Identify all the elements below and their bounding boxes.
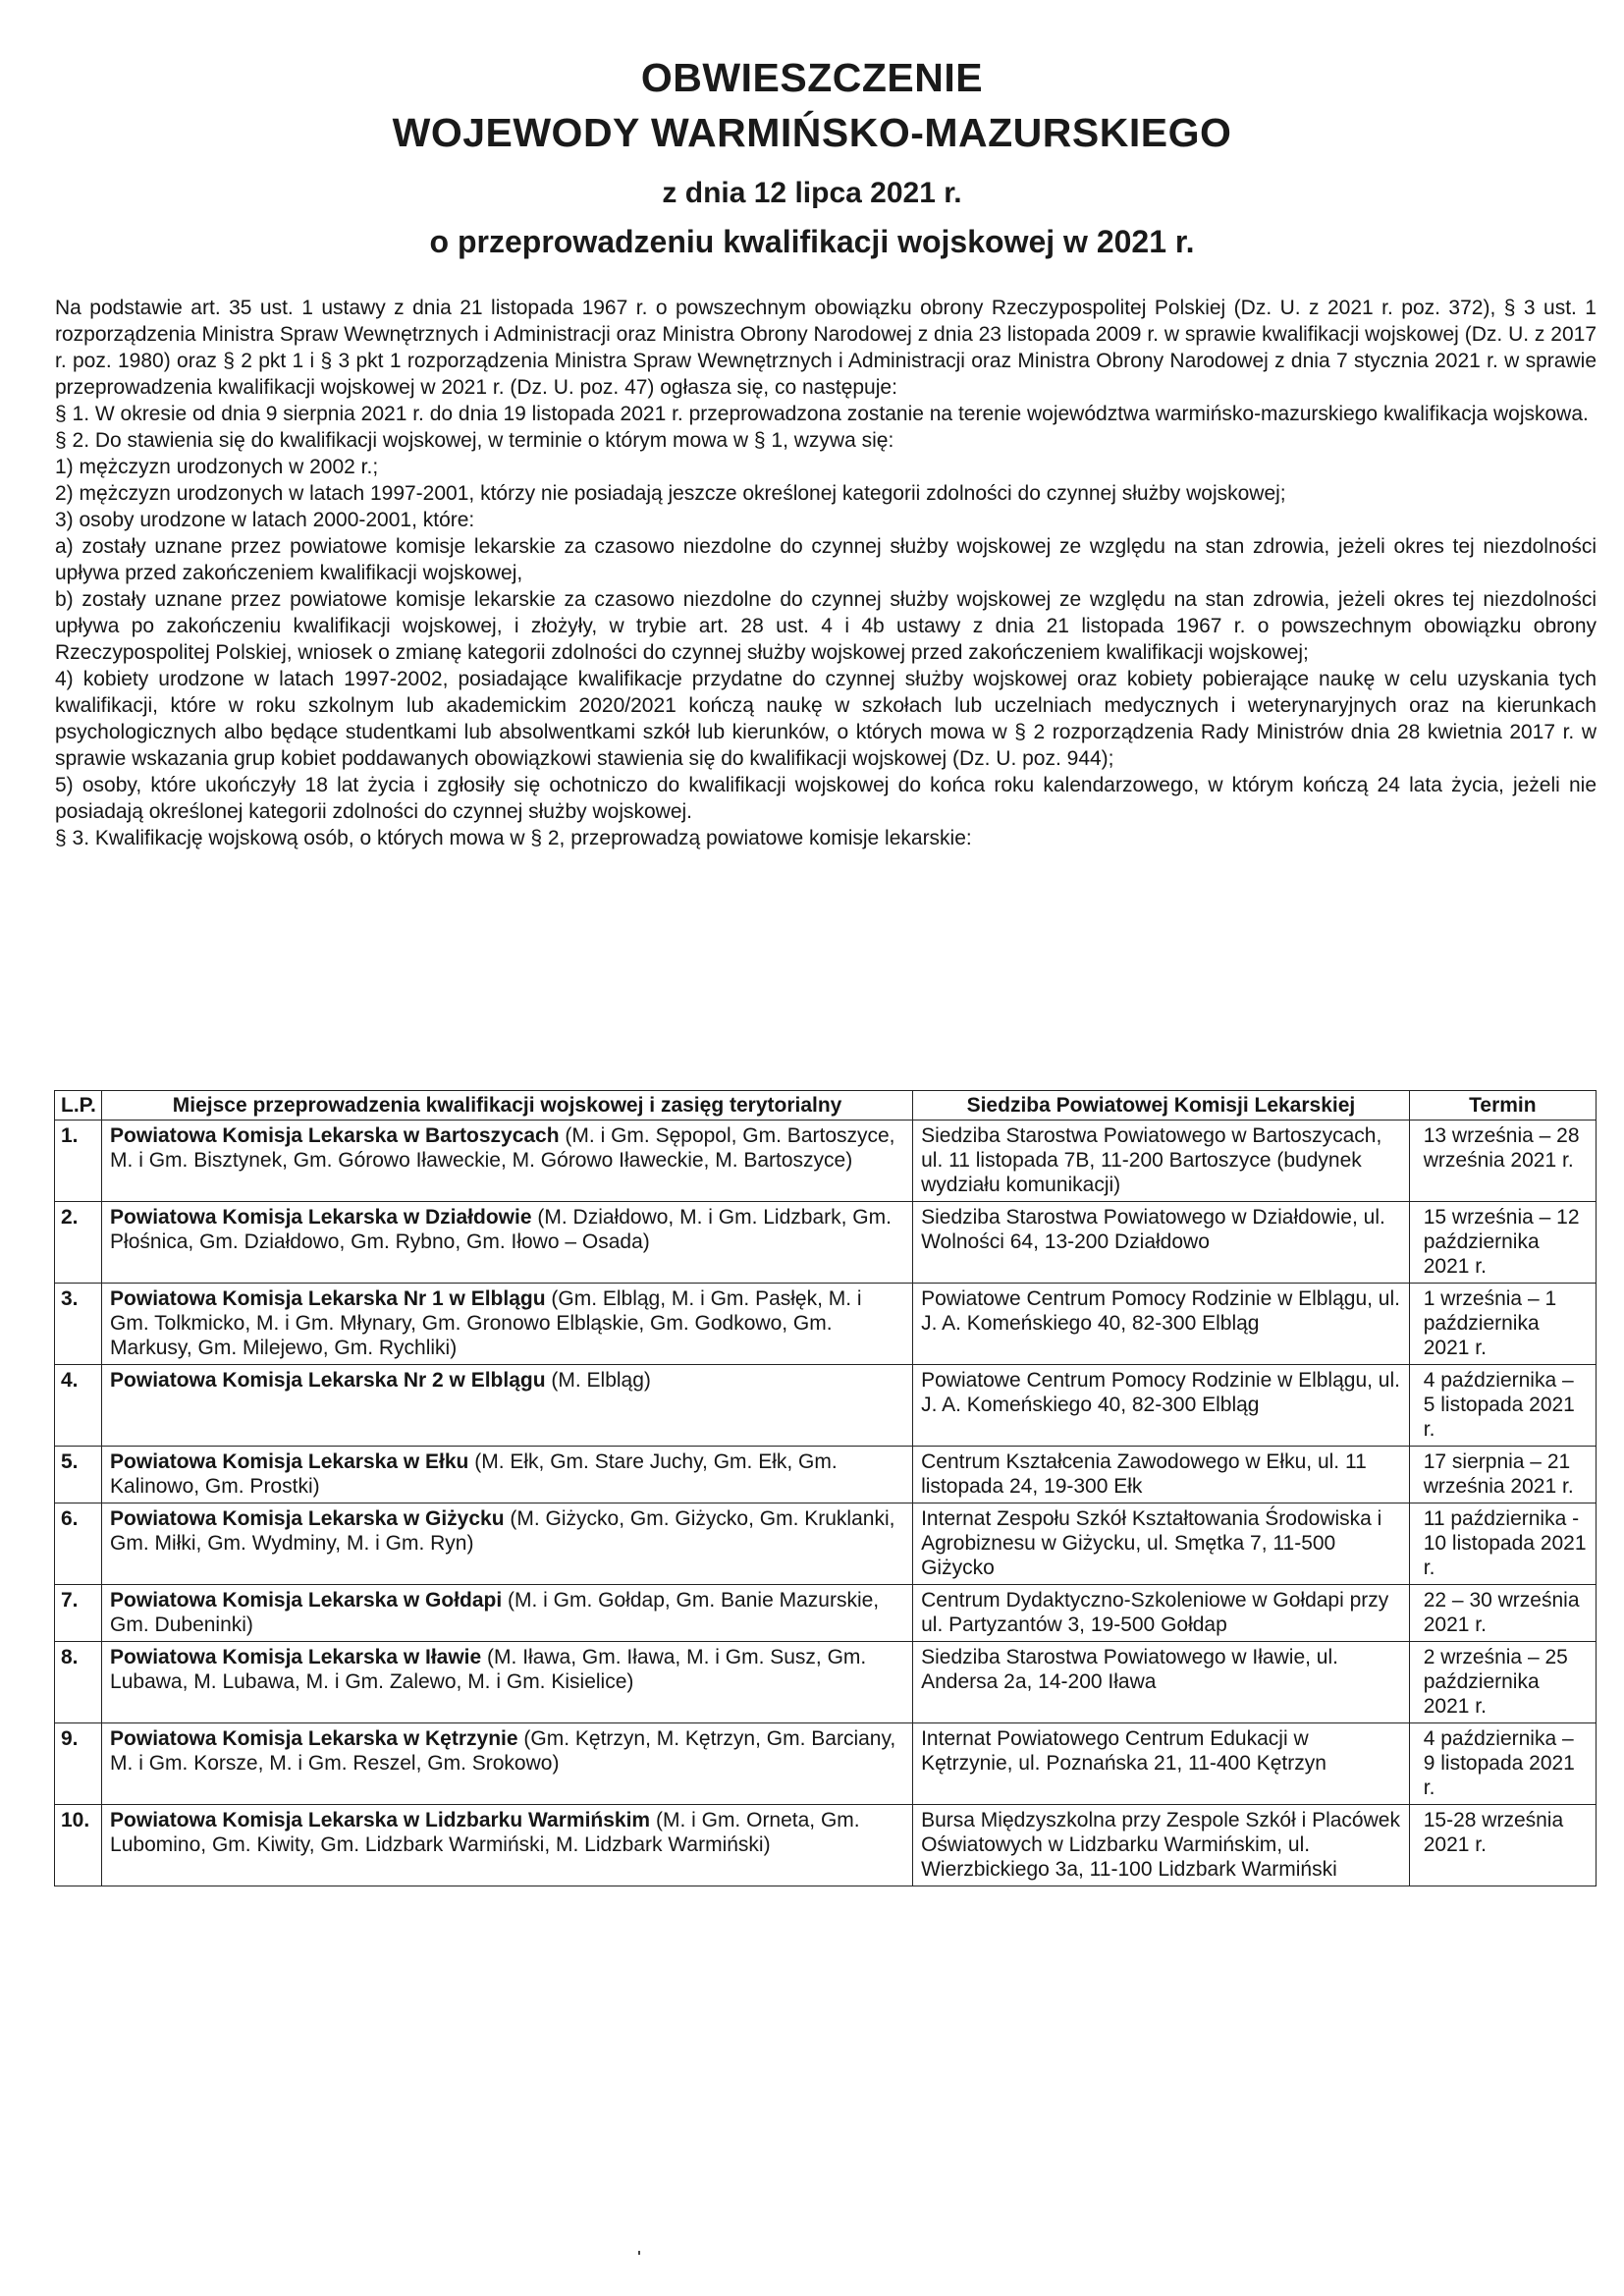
commission-place-cell <box>102 1585 913 1642</box>
row-number: 9. <box>55 1723 102 1805</box>
row-number: 2. <box>55 1202 102 1284</box>
territorial-scope: (M. Iława, Gm. Iława, M. i Gm. Susz, Gm. Lubawa, M. Lubawa, M. i Gm. Zalewo, M. i Gm. Kisielice) <box>110 1646 867 1693</box>
commission-term: 4 października – 9 listopada 2021 r. <box>1409 1723 1596 1805</box>
commission-name: Powiatowa Komisja Lekarska w Ełku <box>110 1450 469 1473</box>
section-2-item-2: 2) mężczyzn urodzonych w latach 1997-2001, którzy nie posiadają jeszcze określonej kategorii zdolności do czynnej służby wojskowej; <box>55 482 1286 505</box>
table-row <box>55 1447 1597 1503</box>
section-2-item-3b: b) zostały uznane przez powiatowe komisje lekarskie za czasowo niezdolne do czynnej służby wojskowej ze względu na stan zdrowia, jeżeli okres tej niezdolności upływa po zakończeniu kwalifikacji wojskowej, i złożyły, w trybie art. 28 ust. 4 i 4b ustawy z dnia 21 listopada 1967 r. o powszechnym obowiązku obrony Rzeczypospolitej Polskiej, wniosek o zmianę kategorii zdolności do czynnej służby wojskowej przed zakończeniem kwalifikacji wojskowej; <box>55 588 1597 664</box>
commission-term: 13 września – 28 września 2021 r. <box>1409 1121 1596 1202</box>
commission-term: 15-28 września 2021 r. <box>1409 1805 1596 1886</box>
commission-place-cell <box>102 1723 913 1805</box>
territorial-scope: (M. i Gm. Orneta, Gm. Lubomino, Gm. Kiwity, Gm. Lidzbark Warmiński, M. Lidzbark Warmiński) <box>110 1809 860 1856</box>
commission-place-cell <box>102 1642 913 1723</box>
commission-place-cell <box>102 1503 913 1585</box>
commission-seat: Centrum Kształcenia Zawodowego w Ełku, ul. 11 listopada 24, 19-300 Ełk <box>913 1447 1410 1503</box>
commission-place-cell <box>102 1121 913 1202</box>
commission-term: 11 października - 10 listopada 2021 r. <box>1409 1503 1596 1585</box>
section-2-item-3a: a) zostały uznane przez powiatowe komisje lekarskie za czasowo niezdolne do czynnej służby wojskowej ze względu na stan zdrowia, jeżeli okres tej niezdolności upływa przed zakończeniem kwalifikacji wojskowej, <box>55 535 1597 584</box>
commission-seat: Powiatowe Centrum Pomocy Rodzinie w Elblągu, ul. J. A. Komeńskiego 40, 82-300 Elbląg <box>913 1365 1410 1447</box>
table-row <box>55 1284 1597 1365</box>
legal-basis-paragraph: Na podstawie art. 35 ust. 1 ustawy z dnia 21 listopada 1967 r. o powszechnym obowiązku obrony Rzeczypospolitej Polskiej (Dz. U. z 2021 r. poz. 372), § 3 ust. 1 rozporządzenia Ministra Spraw Wewnętrznych i Administracji oraz Ministra Obrony Narodowej z dnia 23 listopada 2009 r. w sprawie kwalifikacji wojskowej (Dz. U. z 2017 r. poz. 1980) oraz § 2 pkt 1 i § 3 pkt 1 rozporządzenia Ministra Spraw Wewnętrznych i Administracji oraz Ministra Obrony Narodowej z dnia 7 stycznia 2021 r. w sprawie przeprowadzenia kwalifikacji wojskowej w 2021 r. (Dz. U. poz. 47) ogłasza się, co następuje: <box>55 297 1597 399</box>
column-header-seat: Siedziba Powiatowej Komisji Lekarskiej <box>913 1091 1410 1121</box>
territorial-scope: (Gm. Elbląg, M. i Gm. Pasłęk, M. i Gm. Tolkmicko, M. i Gm. Młynary, Gm. Gronowo Elbląskie, Gm. Godkowo, Gm. Markusy, Gm. Milejewo, Gm. Rychliki) <box>110 1287 862 1359</box>
commission-seat: Internat Zespołu Szkół Kształtowania Środowiska i Agrobiznesu w Giżycku, ul. Smętka 7, 11-500 Giżycko <box>913 1503 1410 1585</box>
territorial-scope: (M. Giżycko, Gm. Giżycko, Gm. Kruklanki, Gm. Miłki, Gm. Wydminy, M. i Gm. Ryn) <box>110 1507 895 1555</box>
commission-seat: Siedziba Starostwa Powiatowego w Działdowie, ul. Wolności 64, 13-200 Działdowo <box>913 1202 1410 1284</box>
commission-place-cell <box>102 1365 913 1447</box>
row-number: 5. <box>55 1447 102 1503</box>
territorial-scope: (Gm. Kętrzyn, M. Kętrzyn, Gm. Barciany, M. i Gm. Korsze, M. i Gm. Reszel, Gm. Srokowo) <box>110 1727 896 1775</box>
section-1-paragraph: § 1. W okresie od dnia 9 sierpnia 2021 r. do dnia 19 listopada 2021 r. przeprowadzona zostanie na terenie województwa warmińsko-mazurskiego kwalifikacja wojskowa. <box>55 403 1589 425</box>
territorial-scope: (M. i Gm. Gołdap, Gm. Banie Mazurskie, Gm. Dubeninki) <box>110 1589 880 1636</box>
commission-name: Powiatowa Komisja Lekarska w Gołdapi <box>110 1589 503 1612</box>
table-row <box>55 1365 1597 1447</box>
commission-seat: Siedziba Starostwa Powiatowego w Bartoszycach, ul. 11 listopada 7B, 11-200 Bartoszyce (budynek wydziału komunikacji) <box>913 1121 1410 1202</box>
territorial-scope: (M. Elbląg) <box>551 1369 651 1392</box>
commission-name: Powiatowa Komisja Lekarska w Działdowie <box>110 1206 532 1229</box>
table-row <box>55 1585 1597 1642</box>
document-date: z dnia 12 lipca 2021 r. <box>662 177 962 209</box>
territorial-scope: (M. i Gm. Sępopol, Gm. Bartoszyce, M. i Gm. Bisztynek, Gm. Górowo Iławeckie, M. Górowo Iławeckie, M. Bartoszyce) <box>110 1124 895 1172</box>
table-row <box>55 1723 1597 1805</box>
table-row <box>55 1642 1597 1723</box>
commission-term: 17 sierpnia – 21 września 2021 r. <box>1409 1447 1596 1503</box>
commission-place-cell <box>102 1202 913 1284</box>
commission-term: 15 września – 12 października 2021 r. <box>1409 1202 1596 1284</box>
commission-place-cell <box>102 1805 913 1886</box>
row-number: 4. <box>55 1365 102 1447</box>
commission-name: Powiatowa Komisja Lekarska Nr 2 w Elblągu <box>110 1369 546 1392</box>
document-subject: o przeprowadzeniu kwalifikacji wojskowej w 2021 r. <box>429 224 1195 259</box>
commission-name: Powiatowa Komisja Lekarska w Kętrzynie <box>110 1727 518 1750</box>
table-body <box>55 1121 1597 1886</box>
section-2-item-4: 4) kobiety urodzone w latach 1997-2002, posiadające kwalifikacje przydatne do czynnej służby wojskowej oraz kobiety pobierające naukę w celu uzyskania tych kwalifikacji, które w roku szkolnym lub akademickim 2020/2021 kończą naukę w szkołach lub uczelniach medycznych i weterynaryjnych oraz na kierunkach psychologicznych albo będące studentkami lub absolwentkami szkół lub kierunków, o których mowa w § 2 rozporządzenia Rady Ministrów dnia 28 kwietnia 2017 r. w sprawie wskazania grup kobiet poddawanych obowiązkowi stawienia się do kwalifikacji wojskowej (Dz. U. poz. 944); <box>55 668 1597 770</box>
section-2-item-1: 1) mężczyzn urodzonych w 2002 r.; <box>55 456 379 478</box>
table-row <box>55 1202 1597 1284</box>
row-number: 10. <box>55 1805 102 1886</box>
commission-term: 22 – 30 września 2021 r. <box>1409 1585 1596 1642</box>
commission-seat: Powiatowe Centrum Pomocy Rodzinie w Elblągu, ul. J. A. Komeńskiego 40, 82-300 Elbląg <box>913 1284 1410 1365</box>
column-header-lp: L.P. <box>55 1091 102 1121</box>
commission-name: Powiatowa Komisja Lekarska w Iławie <box>110 1646 482 1668</box>
section-2-paragraph: § 2. Do stawienia się do kwalifikacji wojskowej, w terminie o którym mowa w § 1, wzywa się: <box>55 429 894 452</box>
table-row <box>55 1503 1597 1585</box>
column-header-place: Miejsce przeprowadzenia kwalifikacji wojskowej i zasięg terytorialny <box>102 1091 913 1121</box>
column-header-term: Termin <box>1409 1091 1596 1121</box>
commission-place-cell <box>102 1447 913 1503</box>
commission-name: Powiatowa Komisja Lekarska w Lidzbarku Warmińskim <box>110 1809 651 1831</box>
commission-seat: Siedziba Starostwa Powiatowego w Iławie, ul. Andersa 2a, 14-200 Iława <box>913 1642 1410 1723</box>
row-number: 8. <box>55 1642 102 1723</box>
table-row <box>55 1805 1597 1886</box>
table-row <box>55 1121 1597 1202</box>
medical-commissions-table <box>54 1090 1597 1886</box>
commission-term: 1 września – 1 października 2021 r. <box>1409 1284 1596 1365</box>
row-number: 3. <box>55 1284 102 1365</box>
commission-name: Powiatowa Komisja Lekarska w Bartoszycach <box>110 1124 560 1147</box>
commission-seat: Centrum Dydaktyczno-Szkoleniowe w Gołdapi przy ul. Partyzantów 3, 19-500 Gołdap <box>913 1585 1410 1642</box>
commission-place-cell <box>102 1284 913 1365</box>
document-body <box>55 295 1597 851</box>
commission-term: 2 września – 25 października 2021 r. <box>1409 1642 1596 1723</box>
issuer-title: WOJEWODY WARMIŃSKO-MAZURSKIEGO <box>392 110 1232 155</box>
document-title: OBWIESZCZENIE <box>640 55 984 100</box>
commission-name: Powiatowa Komisja Lekarska Nr 1 w Elblągu <box>110 1287 546 1310</box>
section-2-item-3: 3) osoby urodzone w latach 2000-2001, które: <box>55 509 475 531</box>
section-3-paragraph: § 3. Kwalifikację wojskową osób, o których mowa w § 2, przeprowadzą powiatowe komisje lekarskie: <box>55 827 972 849</box>
commission-name: Powiatowa Komisja Lekarska w Giżycku <box>110 1507 505 1530</box>
commission-term: 4 października – 5 listopada 2021 r. <box>1409 1365 1596 1447</box>
commission-seat: Internat Powiatowego Centrum Edukacji w Kętrzynie, ul. Poznańska 21, 11-400 Kętrzyn <box>913 1723 1410 1805</box>
table-header-row <box>55 1091 1597 1121</box>
territorial-scope: (M. Działdowo, M. i Gm. Lidzbark, Gm. Płośnica, Gm. Działdowo, Gm. Rybno, Gm. Iłowo – Osada) <box>110 1206 892 1253</box>
row-number: 6. <box>55 1503 102 1585</box>
row-number: 1. <box>55 1121 102 1202</box>
territorial-scope: (M. Ełk, Gm. Stare Juchy, Gm. Ełk, Gm. Kalinowo, Gm. Prostki) <box>110 1450 838 1498</box>
section-2-item-5: 5) osoby, które ukończyły 18 lat życia i zgłosiły się ochotniczo do kwalifikacji wojskowej do końca roku kalendarzowego, w którym kończą 24 lata życia, jeżeli nie posiadają określonej kategorii zdolności do czynnej służby wojskowej. <box>55 774 1597 823</box>
scan-speck <box>638 2251 640 2255</box>
commission-seat: Bursa Międzyszkolna przy Zespole Szkół i Placówek Oświatowych w Lidzbarku Warmińskim, ul. Wierzbickiego 3a, 11-100 Lidzbark Warmiński <box>913 1805 1410 1886</box>
row-number: 7. <box>55 1585 102 1642</box>
